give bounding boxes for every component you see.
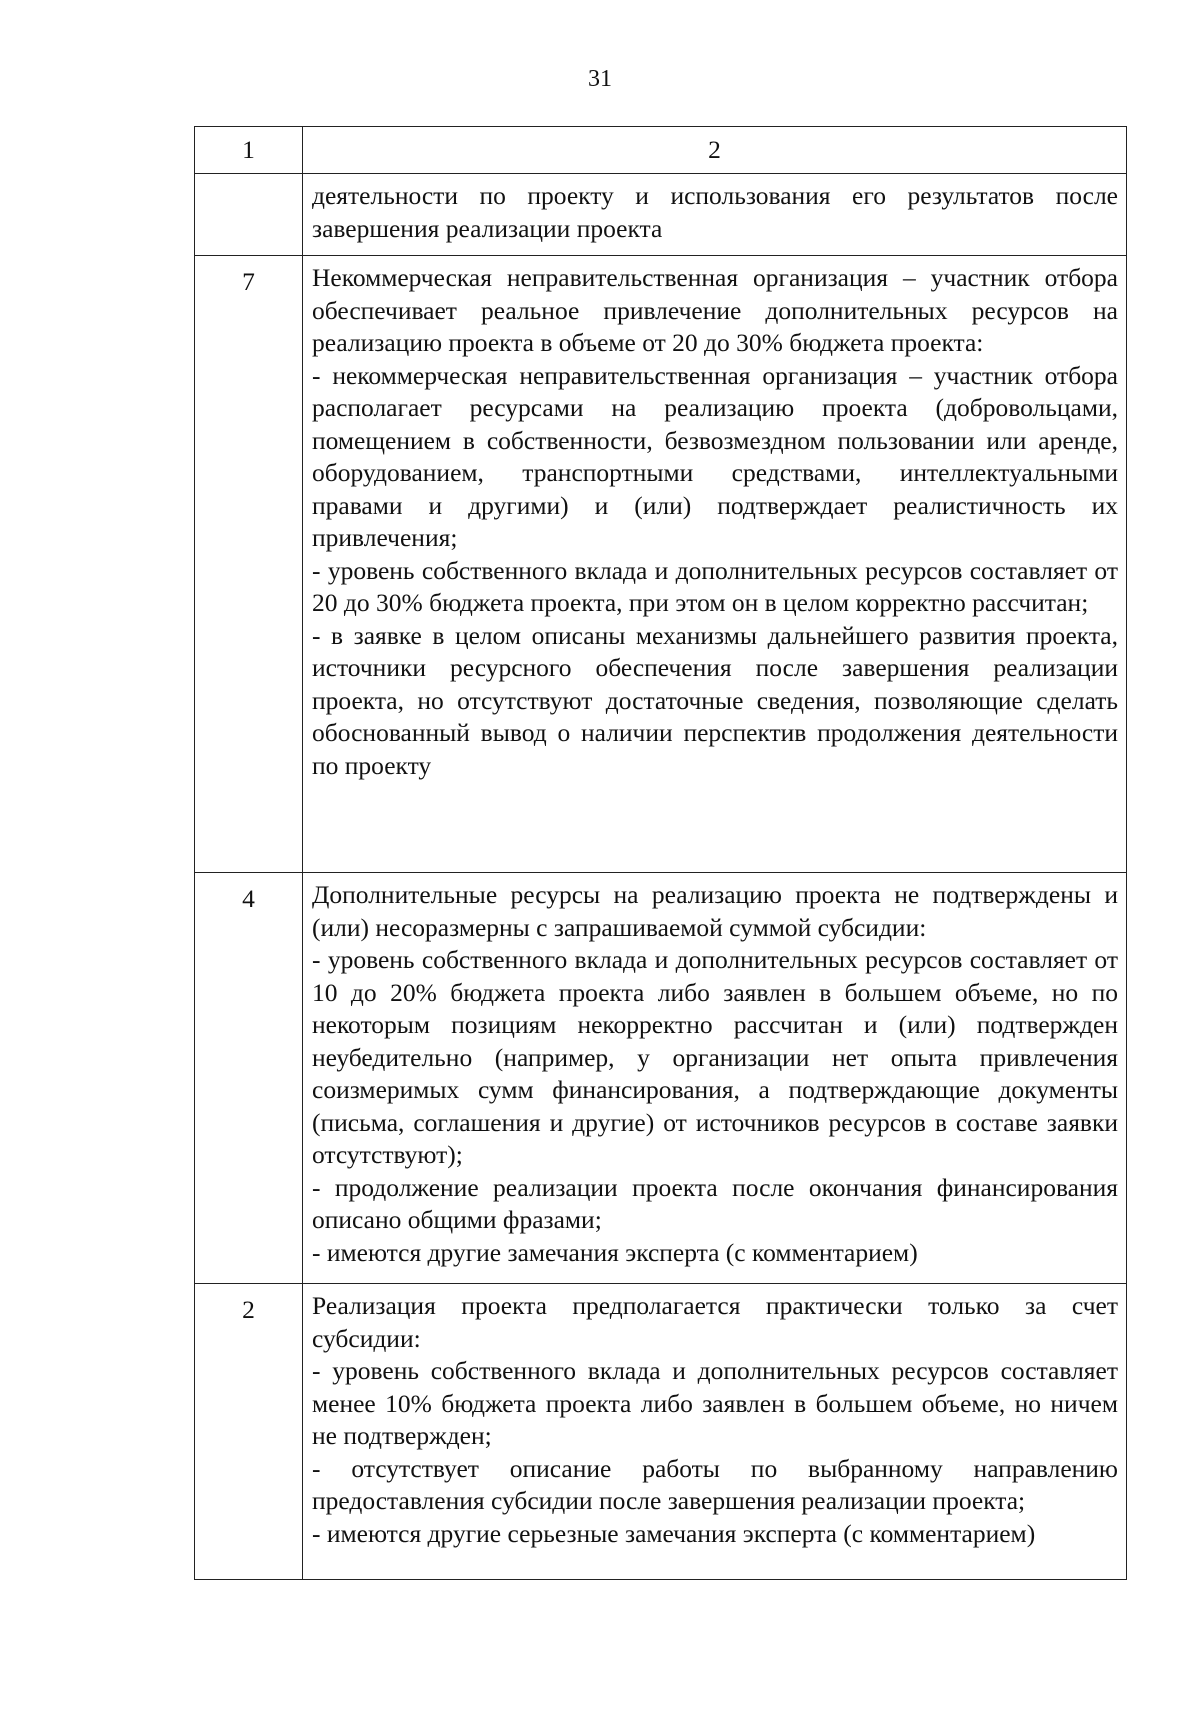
table-row (195, 256, 1127, 873)
score-cell (195, 174, 303, 256)
column-header-description: 2 (303, 127, 1127, 174)
description-cell (303, 174, 1127, 256)
description-cell (303, 256, 1127, 873)
description-paragraph: - отсутствует описание работы по выбранному направлению предоставления субсидии после завершения реализации проекта; (312, 1453, 1118, 1515)
page-number: 31 (588, 66, 612, 92)
table-row (195, 873, 1127, 1284)
column-header-score: 1 (195, 127, 303, 174)
description-paragraph: - уровень собственного вклада и дополнительных ресурсов составляет от 20 до 30% бюджета проекта, при этом он в целом корректно рассчитан; (312, 555, 1118, 617)
description-paragraph: - имеются другие замечания эксперта (с комментарием) (312, 1237, 918, 1267)
description-cell (303, 873, 1127, 1284)
description-paragraph: - в заявке в целом описаны механизмы дальнейшего развития проекта, источники ресурсного обеспечения после завершения реализации проекта, но отсутствуют достаточные сведения, позволяющие сделать обоснованный вывод о наличии перспектив продолжения деятельности по проекту (312, 620, 1118, 780)
table-header-row (195, 127, 1127, 174)
score-cell: 4 (195, 873, 303, 1284)
description-paragraph: - продолжение реализации проекта после окончания финансирования описано общими фразами; (312, 1172, 1118, 1234)
description-paragraph: Некоммерческая неправительственная организация – участник отбора обеспечивает реальное привлечение дополнительных ресурсов на реализацию проекта в объеме от 20 до 30% бюджета проекта: (312, 263, 1118, 357)
description-paragraph: Реализация проекта предполагается практически только за счет субсидии: (312, 1291, 1118, 1353)
description-paragraph: деятельности по проекту и использования его результатов после завершения реализации проекта (312, 181, 1118, 243)
description-paragraph: - уровень собственного вклада и дополнительных ресурсов составляет от 10 до 20% бюджета проекта либо заявлен в большем объеме, но по некоторым позициям некорректно рассчитан и (или) подтвержден неубедительно (например, у организации нет опыта привлечения соизмеримых сумм финансирования, а подтверждающие документы (письма, соглашения и другие) от источников ресурсов в составе заявки отсутствуют); (312, 945, 1118, 1169)
description-paragraph: - уровень собственного вклада и дополнительных ресурсов составляет менее 10% бюджета проекта либо заявлен в большем объеме, но ничем не подтвержден; (312, 1356, 1118, 1450)
score-cell: 2 (195, 1284, 303, 1580)
table-row (195, 1284, 1127, 1580)
description-cell (303, 1284, 1127, 1580)
score-cell: 7 (195, 256, 303, 873)
criteria-table (194, 126, 1127, 1580)
description-paragraph: - некоммерческая неправительственная организация – участник отбора располагает ресурсами на реализацию проекта (добровольцами, помещением в собственности, безвозмездном пользовании или аренде, оборудованием, транспортными средствами, интеллектуальными правами и другими) и (или) подтверждает реалистичность их привлечения; (312, 360, 1118, 552)
description-paragraph: Дополнительные ресурсы на реализацию проекта не подтверждены и (или) несоразмерны с запрашиваемой суммой субсидии: (312, 880, 1118, 942)
table-row (195, 174, 1127, 256)
description-paragraph: - имеются другие серьезные замечания эксперта (с комментарием) (312, 1518, 1036, 1548)
